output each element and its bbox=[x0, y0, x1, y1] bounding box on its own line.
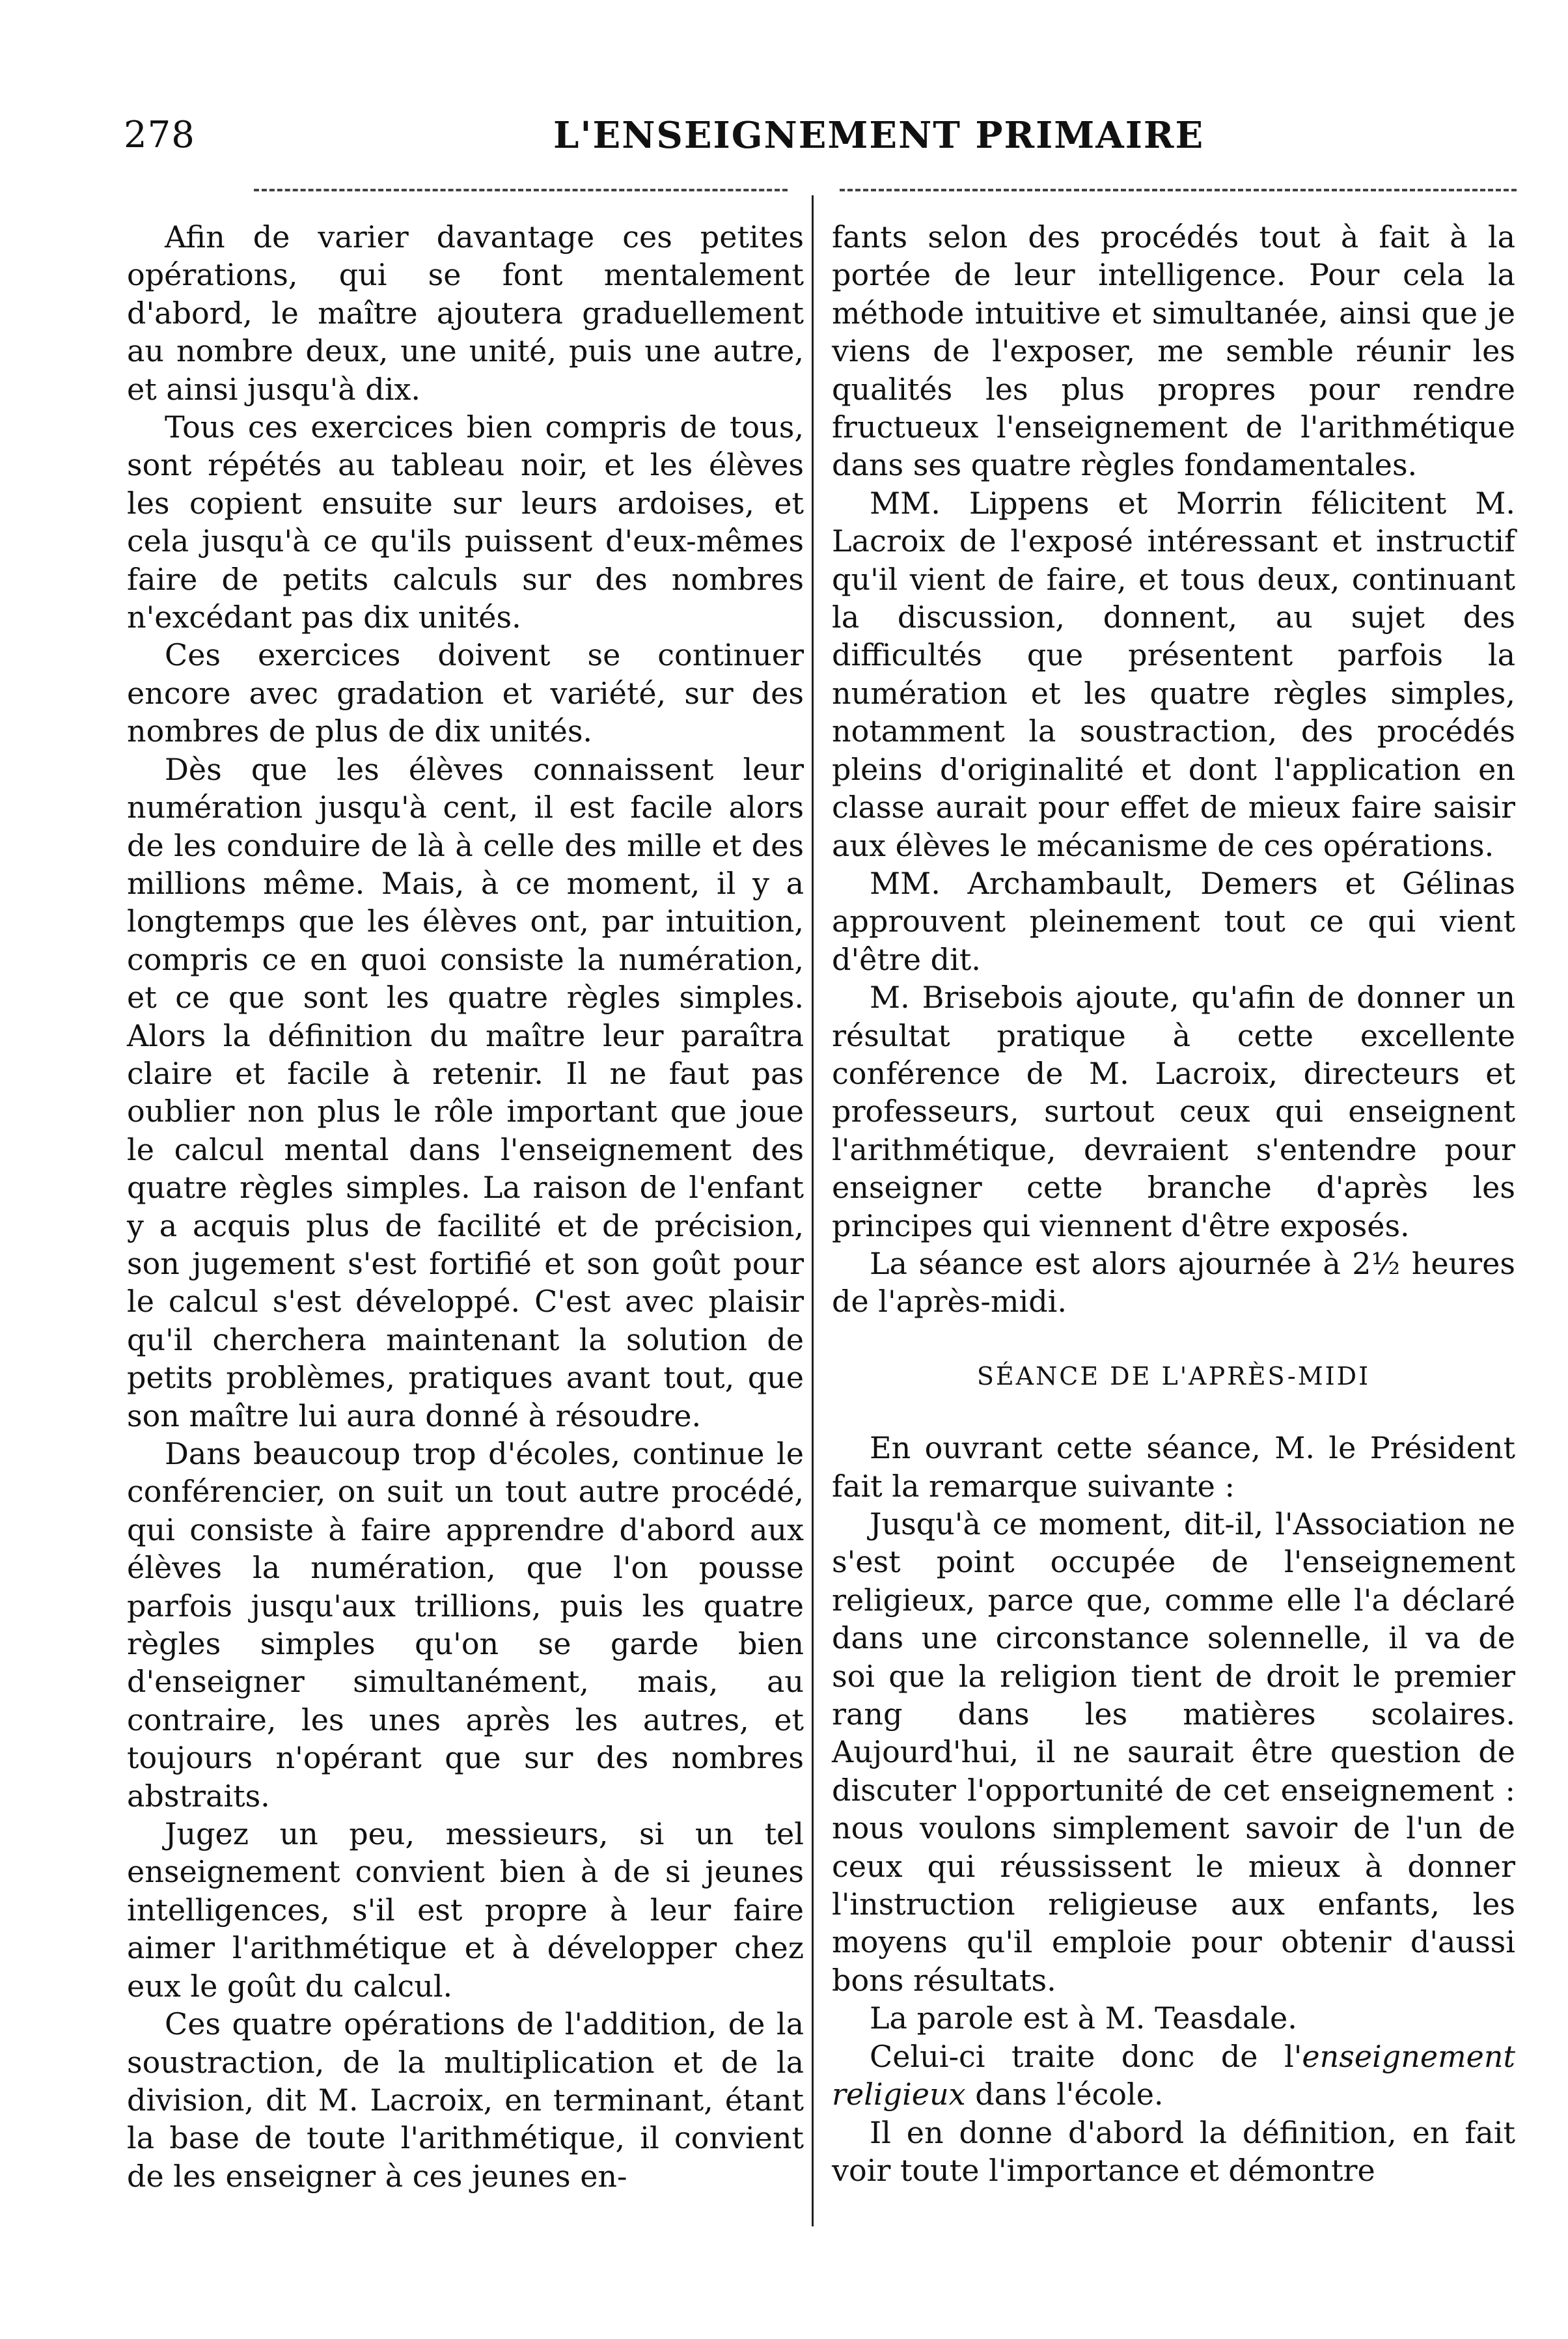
paragraph: Dans beaucoup trop d'écoles, continue le conférencier, on suit un tout autre procédé, qui consiste à faire apprendre d'abord aux élèves la numération, que l'on pousse parfois jusqu'aux trillions, puis les quatre règles simples qu'on se garde bien d'enseigner simultanément, mais, au contraire, les unes après les autres, et toujours n'opérant que sur des nombres abstraits. bbox=[127, 1436, 804, 1814]
header-rule-left bbox=[254, 189, 788, 191]
paragraph: MM. Archambault, Demers et Gélinas approuvent pleinement tout ce qui vient d'être dit. bbox=[832, 865, 1515, 977]
paragraph: Ces quatre opérations de l'addition, de la soustraction, de la multiplication et de la division, dit M. Lacroix, en terminant, étant la base de toute l'arithmétique, il convient de les enseigner à ces jeunes en- bbox=[127, 2006, 804, 2194]
section-heading: SÉANCE DE L'APRÈS-MIDI bbox=[976, 1361, 1371, 1391]
paragraph: La parole est à M. Teasdale. bbox=[870, 2000, 1297, 2036]
paragraph: Tous ces exercices bien compris de tous, sont répétés au tableau noir, et les élèves les copient ensuite sur leurs ardoises, et cela jusqu'à ce qu'ils puissent d'eux-mêmes faire de petits calculs sur des nombres n'excédant pas dix unités. bbox=[127, 409, 804, 635]
page-number: 278 bbox=[124, 114, 195, 156]
text-run: dans l'école. bbox=[965, 2077, 1164, 2112]
paragraph: Dès que les élèves connaissent leur numération jusqu'à cent, il est facile alors de les conduire de là à celle des mille et des millions même. Mais, à ce moment, il y a longtemps que les élèves ont, par intuition, compris ce en quoi consiste la numération, et ce que sont les quatre règles simples. Alors la définition du maître leur paraîtra claire et facile à retenir. Il ne faut pas oublier non plus le rôle important que joue le calcul mental dans l'enseignement des quatre règles simples. La raison de l'enfant y a acquis plus de facilité et de précision, son jugement s'est fortifié et son goût pour le calcul s'est développé. C'est avec plaisir qu'il cherchera maintenant la solution de petits problèmes, pratiques avant tout, que son maître lui aura donné à résoudre. bbox=[127, 751, 804, 1433]
paragraph-teasdale bbox=[832, 2038, 1515, 2114]
paragraph: M. Brisebois ajoute, qu'afin de donner un résultat pratique à cette excellente conférence de M. Lacroix, directeurs et professeurs, surtout ceux qui enseignent l'arithmétique, devraient s'entendre pour enseigner cette branche d'après les principes qui viennent d'être exposés. bbox=[832, 980, 1515, 1243]
paragraph: Il en donne d'abord la définition, en fait voir toute l'importance et démontre bbox=[832, 2114, 1515, 2188]
paragraph: Jugez un peu, messieurs, si un tel enseignement convient bien à de si jeunes intelligences, s'il est propre à leur faire aimer l'arithmétique et à développer chez eux le goût du calcul. bbox=[127, 1816, 804, 2004]
paragraph: La séance est alors ajournée à 2½ heures de l'après-midi. bbox=[832, 1245, 1515, 1320]
header-rule-right bbox=[840, 189, 1517, 191]
text-run: Celui-ci traite donc de l' bbox=[870, 2038, 1302, 2074]
paragraph: MM. Lippens et Morrin félicitent M. Lacroix de l'exposé intéressant et instructif qu'il vient de faire, et tous deux, continuant la discussion, donnent, au sujet des difficultés que présentent parfois la numération et les quatre règles simples, notamment la soustraction, des procédés pleins d'originalité et dont l'application en classe aurait pour effet de mieux faire saisir aux élèves le mécanisme de ces opérations. bbox=[832, 485, 1515, 863]
paragraph: Afin de varier davantage ces petites opérations, qui se font mentalement d'abord, le maître ajoutera graduellement au nombre deux, une unité, puis une autre, et ainsi jusqu'à dix. bbox=[127, 219, 804, 407]
paragraph: Jusqu'à ce moment, dit-il, l'Association ne s'est point occupée de l'enseignement religieux, parce que, comme elle l'a déclaré dans une circonstance solennelle, il va de soi que la religion tient de droit le premier rang dans les matières scolaires. Aujourd'hui, il ne saurait être question de discuter l'opportunité de cet enseignement : nous voulons simplement savoir de l'un de ceux qui réussissent le mieux à donner l'instruction religieuse aux enfants, les moyens qu'il emploie pour obtenir d'aussi bons résultats. bbox=[832, 1506, 1515, 1998]
page-header bbox=[124, 114, 1523, 159]
paragraph: En ouvrant cette séance, M. le Président fait la remarque suivante : bbox=[832, 1430, 1515, 1504]
left-column bbox=[127, 218, 804, 2195]
running-title: L'ENSEIGNEMENT PRIMAIRE bbox=[553, 114, 1205, 157]
column-divider bbox=[812, 195, 814, 2226]
paragraph-continuation: fants selon des procédés tout à fait à la portée de leur intelligence. Pour cela la méthode intuitive et simultanée, ainsi que je viens de l'exposer, me semble réunir les qualités les plus propres pour rendre fructueux l'enseignement de l'arithmétique dans ses quatre règles fondamentales. bbox=[832, 219, 1515, 483]
right-column bbox=[832, 218, 1515, 2189]
paragraph: Ces exercices doivent se continuer encore avec gradation et variété, sur des nombres de plus de dix unités. bbox=[127, 637, 804, 749]
italic-term: enseignement religieux bbox=[832, 2038, 1515, 2112]
